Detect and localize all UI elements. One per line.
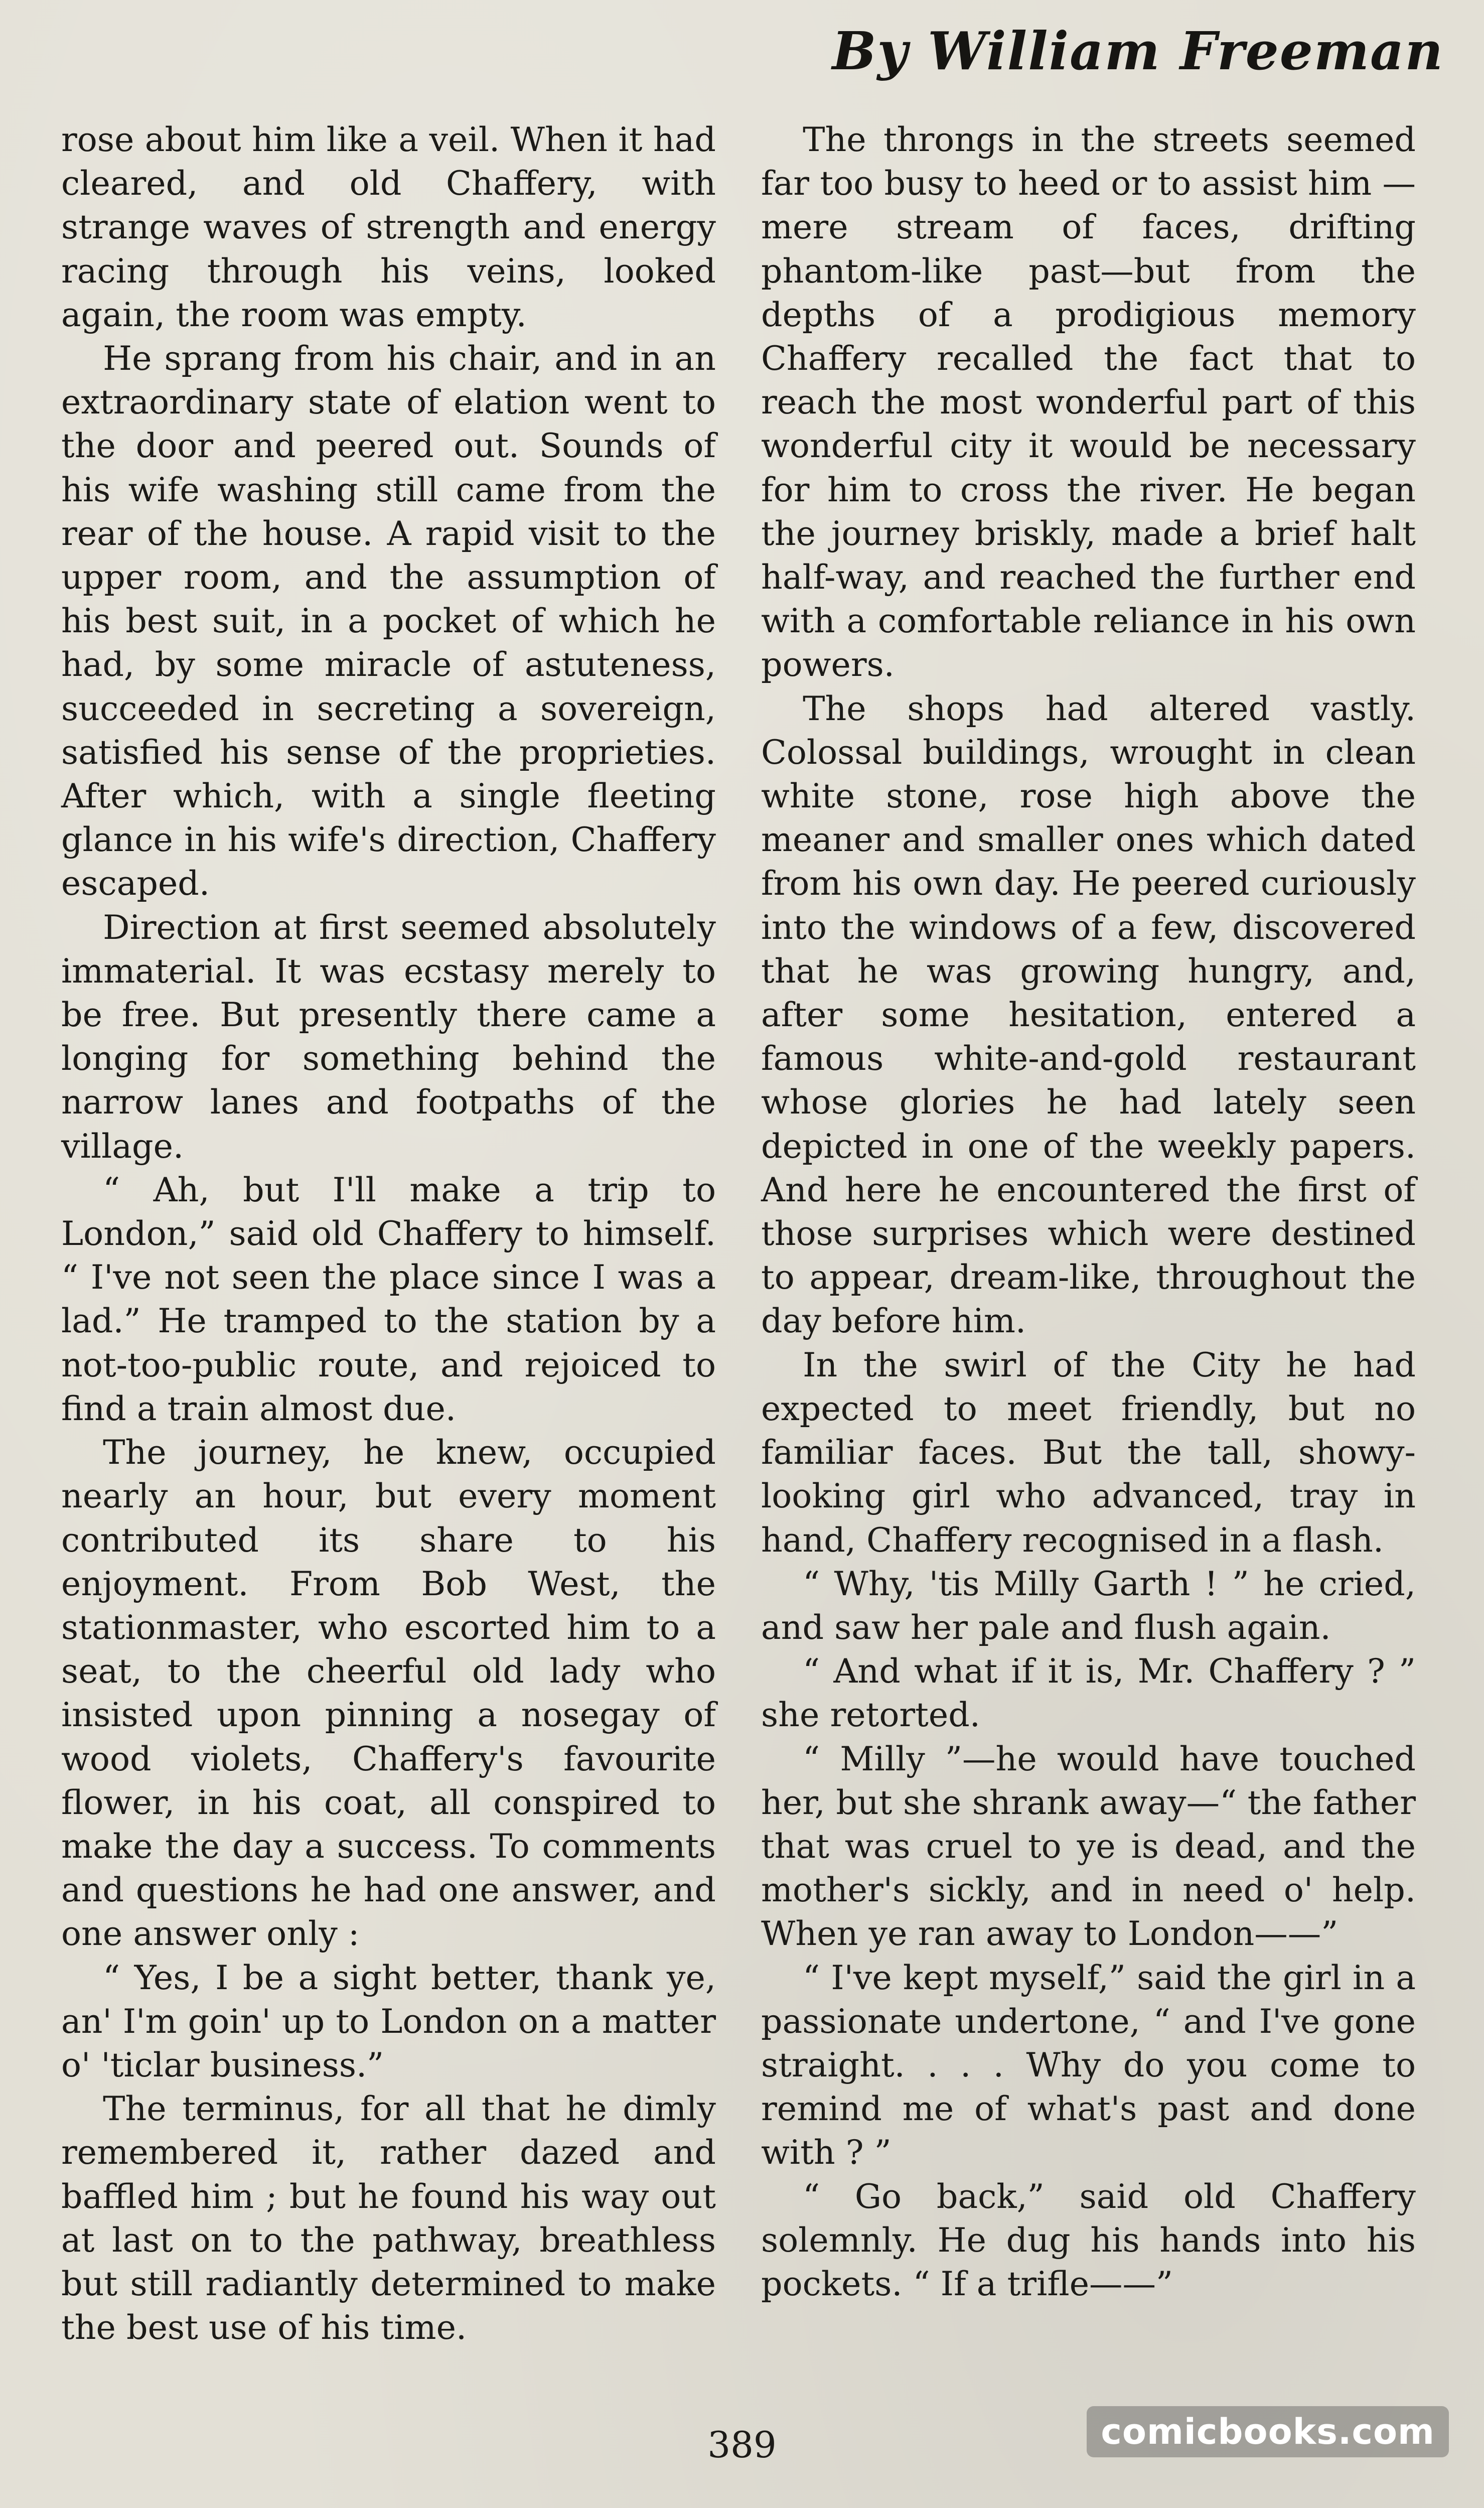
paragraph: “ Go back,” said old Chaffery solemnly. He dug his hands into his pockets. “ If a trifle——” <box>761 2176 1416 2303</box>
site-watermark: comicbooks.com <box>1087 2406 1449 2457</box>
paragraph: In the swirl of the City he had expected to meet friendly, but no familiar faces. But the tall, showy-looking girl who advanced, tray in hand, Chaffery recognised in a flash. <box>761 1345 1416 1560</box>
paragraph: “ And what if it is, Mr. Chaffery ? ” she retorted. <box>761 1651 1416 1735</box>
paragraph: The throngs in the streets seemed far too busy to heed or to assist him — mere stream of faces, drifting phantom-like past—but from the depths of a prodigious memory Chaffery recalled the fact that to reach the most wonderful part of this wonderful city it would be necessary for him to cross the river. He began the journey briskly, made a brief halt half-way, and reached the further end with a comfortable reliance in his own powers. <box>761 120 1416 684</box>
paragraph: He sprang from his chair, and in an extraordinary state of elation went to the door and peered out. Sounds of his wife washing still came from the rear of the house. A rapid visit to the upper room, and the assumption of his best suit, in a pocket of which he had, by some miracle of astuteness, succeeded in secreting a sovereign, satisfied his sense of the proprieties. After which, with a single fleeting glance in his wife's direction, Chaffery escaped. <box>61 339 716 903</box>
left-column <box>61 118 716 2386</box>
paragraph: “ Yes, I be a sight better, thank ye, an' I'm goin' up to London on a matter o' 'ticlar business.” <box>61 1958 716 2084</box>
paragraph: “ Ah, but I'll make a trip to London,” said old Chaffery to himself. “ I've not seen the place since I was a lad.” He tramped to the station by a not-too-public route, and rejoiced to find a train almost due. <box>61 1170 716 1428</box>
paragraph: Direction at first seemed absolutely immaterial. It was ecstasy merely to be free. But presently there came a longing for something behind the narrow lanes and footpaths of the village. <box>61 907 716 1166</box>
page-number: 389 <box>707 2424 777 2466</box>
paragraph: The journey, he knew, occupied nearly an hour, but every moment contributed its share to his enjoyment. From Bob West, the stationmaster, who escorted him to a seat, to the cheerful old lady who insisted upon pinning a nosegay of wood violets, Chaffery's favourite flower, in his coat, all conspired to make the day a success. To comments and questions he had one answer, and one answer only : <box>61 1433 716 1954</box>
paragraph: “ Milly ”—he would have touched her, but she shrank away—“ the father that was cruel to ye is dead, and the mother's sickly, and in need o' help. When ye ran away to London——” <box>761 1739 1416 1954</box>
paragraph: rose about him like a veil. When it had cleared, and old Chaffery, with strange waves of strength and energy racing through his veins, looked again, the room was empty. <box>61 120 716 334</box>
paragraph: “ I've kept myself,” said the girl in a passionate undertone, “ and I've gone straight. . . . Why do you come to remind me of what's past and done with ? ” <box>761 1958 1416 2172</box>
author-byline: By William Freeman <box>832 20 1444 82</box>
paragraph: “ Why, 'tis Milly Garth ! ” he cried, and saw her pale and flush again. <box>761 1564 1416 1647</box>
paragraph: The shops had altered vastly. Colossal buildings, wrought in clean white stone, rose high above the meaner and smaller ones which dated from his own day. He peered curiously into the windows of a few, discovered that he was growing hungry, and, after some hesitation, entered a famous white-and-gold restaurant whose glories he had lately seen depicted in one of the weekly papers. And here he encountered the first of those surprises which were destined to appear, dream-like, throughout the day before him. <box>761 688 1416 1341</box>
right-column <box>761 118 1416 2386</box>
paragraph: The terminus, for all that he dimly remembered it, rather dazed and baffled him ; but he found his way out at last on to the pathway, breathless but still radiantly determined to make the best use of his time. <box>61 2089 716 2347</box>
article-body <box>61 118 1416 2386</box>
